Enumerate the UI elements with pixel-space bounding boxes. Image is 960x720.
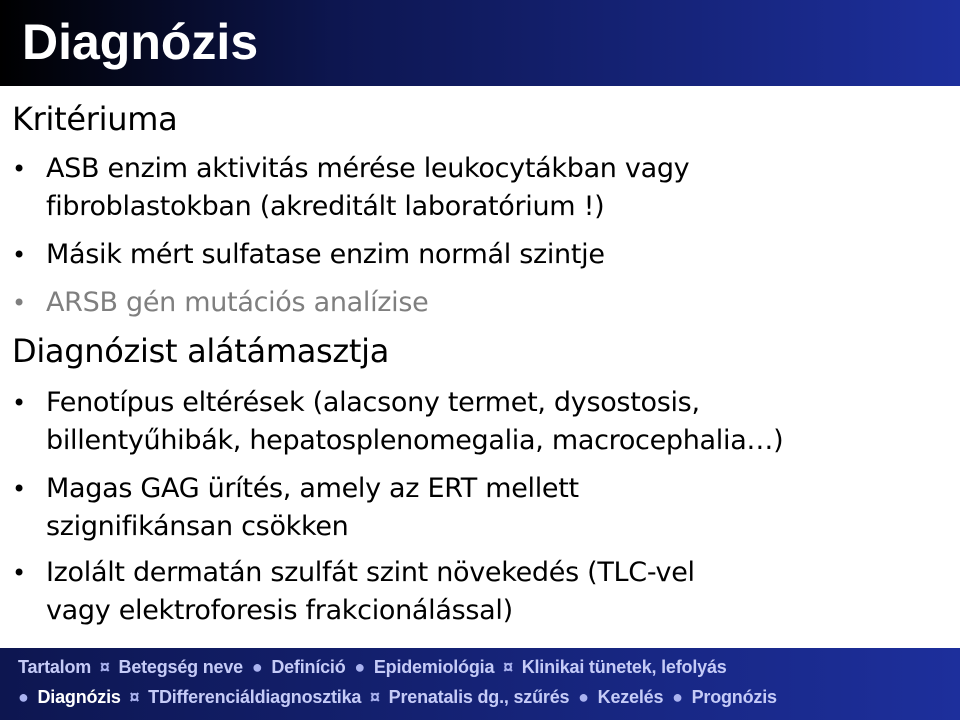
bullet-line: ASB enzim aktivitás mérése leukocytákban vagy xyxy=(46,153,690,184)
bullet-line: szignifikánsan csökken xyxy=(46,511,349,542)
bullet-line: Fenotípus eltérések (alacsony termet, dysostosis, xyxy=(46,387,700,418)
bullet-item xyxy=(12,384,952,460)
bullet-dot: • xyxy=(12,475,27,503)
footer-nav-row xyxy=(18,687,777,708)
nav-separator: ● xyxy=(18,687,29,707)
footer-nav xyxy=(0,648,960,720)
bullet-line: billentyűhibák, hepatosplenomegalia, macrocephalia…) xyxy=(46,425,784,456)
nav-link-prenatalis[interactable]: Prenatalis dg., szűrés xyxy=(388,687,570,707)
nav-link-diagnozis[interactable]: Diagnózis xyxy=(37,687,121,707)
bullet-line: ARSB gén mutációs analízise xyxy=(46,287,429,318)
nav-link-tartalom[interactable]: Tartalom xyxy=(18,657,92,677)
section-heading-support: Diagnózist alátámasztja xyxy=(12,332,390,370)
bullet-item xyxy=(12,284,952,322)
nav-link-prognozis[interactable]: Prognózis xyxy=(691,687,777,707)
nav-separator: ● xyxy=(578,687,589,707)
nav-link-differencialdiagnosztika[interactable]: TDifferenciáldiagnosztika xyxy=(148,687,362,707)
nav-link-kezeles[interactable]: Kezelés xyxy=(597,687,664,707)
bullet-dot: • xyxy=(12,241,27,269)
bullet-item xyxy=(12,150,952,226)
bullet-line: vagy elektroforesis frakcionálással) xyxy=(46,595,513,626)
nav-link-epidemiologia[interactable]: Epidemiológia xyxy=(373,657,495,677)
bullet-line: Másik mért sulfatase enzim normál szintje xyxy=(46,239,605,270)
bullet-dot: • xyxy=(12,389,27,417)
bullet-item xyxy=(12,236,952,274)
bullet-line: Izolált dermatán szulfát szint növekedés (TLC-vel xyxy=(46,557,695,588)
nav-separator: ● xyxy=(251,657,263,677)
bullet-line: Magas GAG ürítés, amely az ERT mellett xyxy=(46,473,579,504)
nav-separator: ¤ xyxy=(370,687,380,707)
nav-link-klinikai-tunetek[interactable]: Klinikai tünetek, lefolyás xyxy=(521,657,727,677)
bullet-item xyxy=(12,470,952,546)
bullet-dot: • xyxy=(12,289,27,317)
nav-separator: ● xyxy=(354,657,366,677)
footer-nav-row xyxy=(18,657,727,678)
slide-title: Diagnózis xyxy=(22,14,259,70)
nav-separator: ¤ xyxy=(99,657,110,677)
slide-content xyxy=(0,86,960,632)
nav-link-definicio[interactable]: Definíció xyxy=(271,657,346,677)
bullet-item xyxy=(12,554,952,630)
title-bar xyxy=(0,0,960,86)
bullet-dot: • xyxy=(12,155,27,183)
bullet-dot: • xyxy=(12,559,27,587)
bullet-line: fibroblastokban (akreditált laboratórium !) xyxy=(46,191,605,222)
nav-separator: ● xyxy=(672,687,683,707)
nav-link-betegseg-neve[interactable]: Betegség neve xyxy=(118,657,243,677)
nav-separator: ¤ xyxy=(503,657,513,677)
nav-separator: ¤ xyxy=(129,687,140,707)
section-heading-criteria: Kritériuma xyxy=(12,100,178,138)
